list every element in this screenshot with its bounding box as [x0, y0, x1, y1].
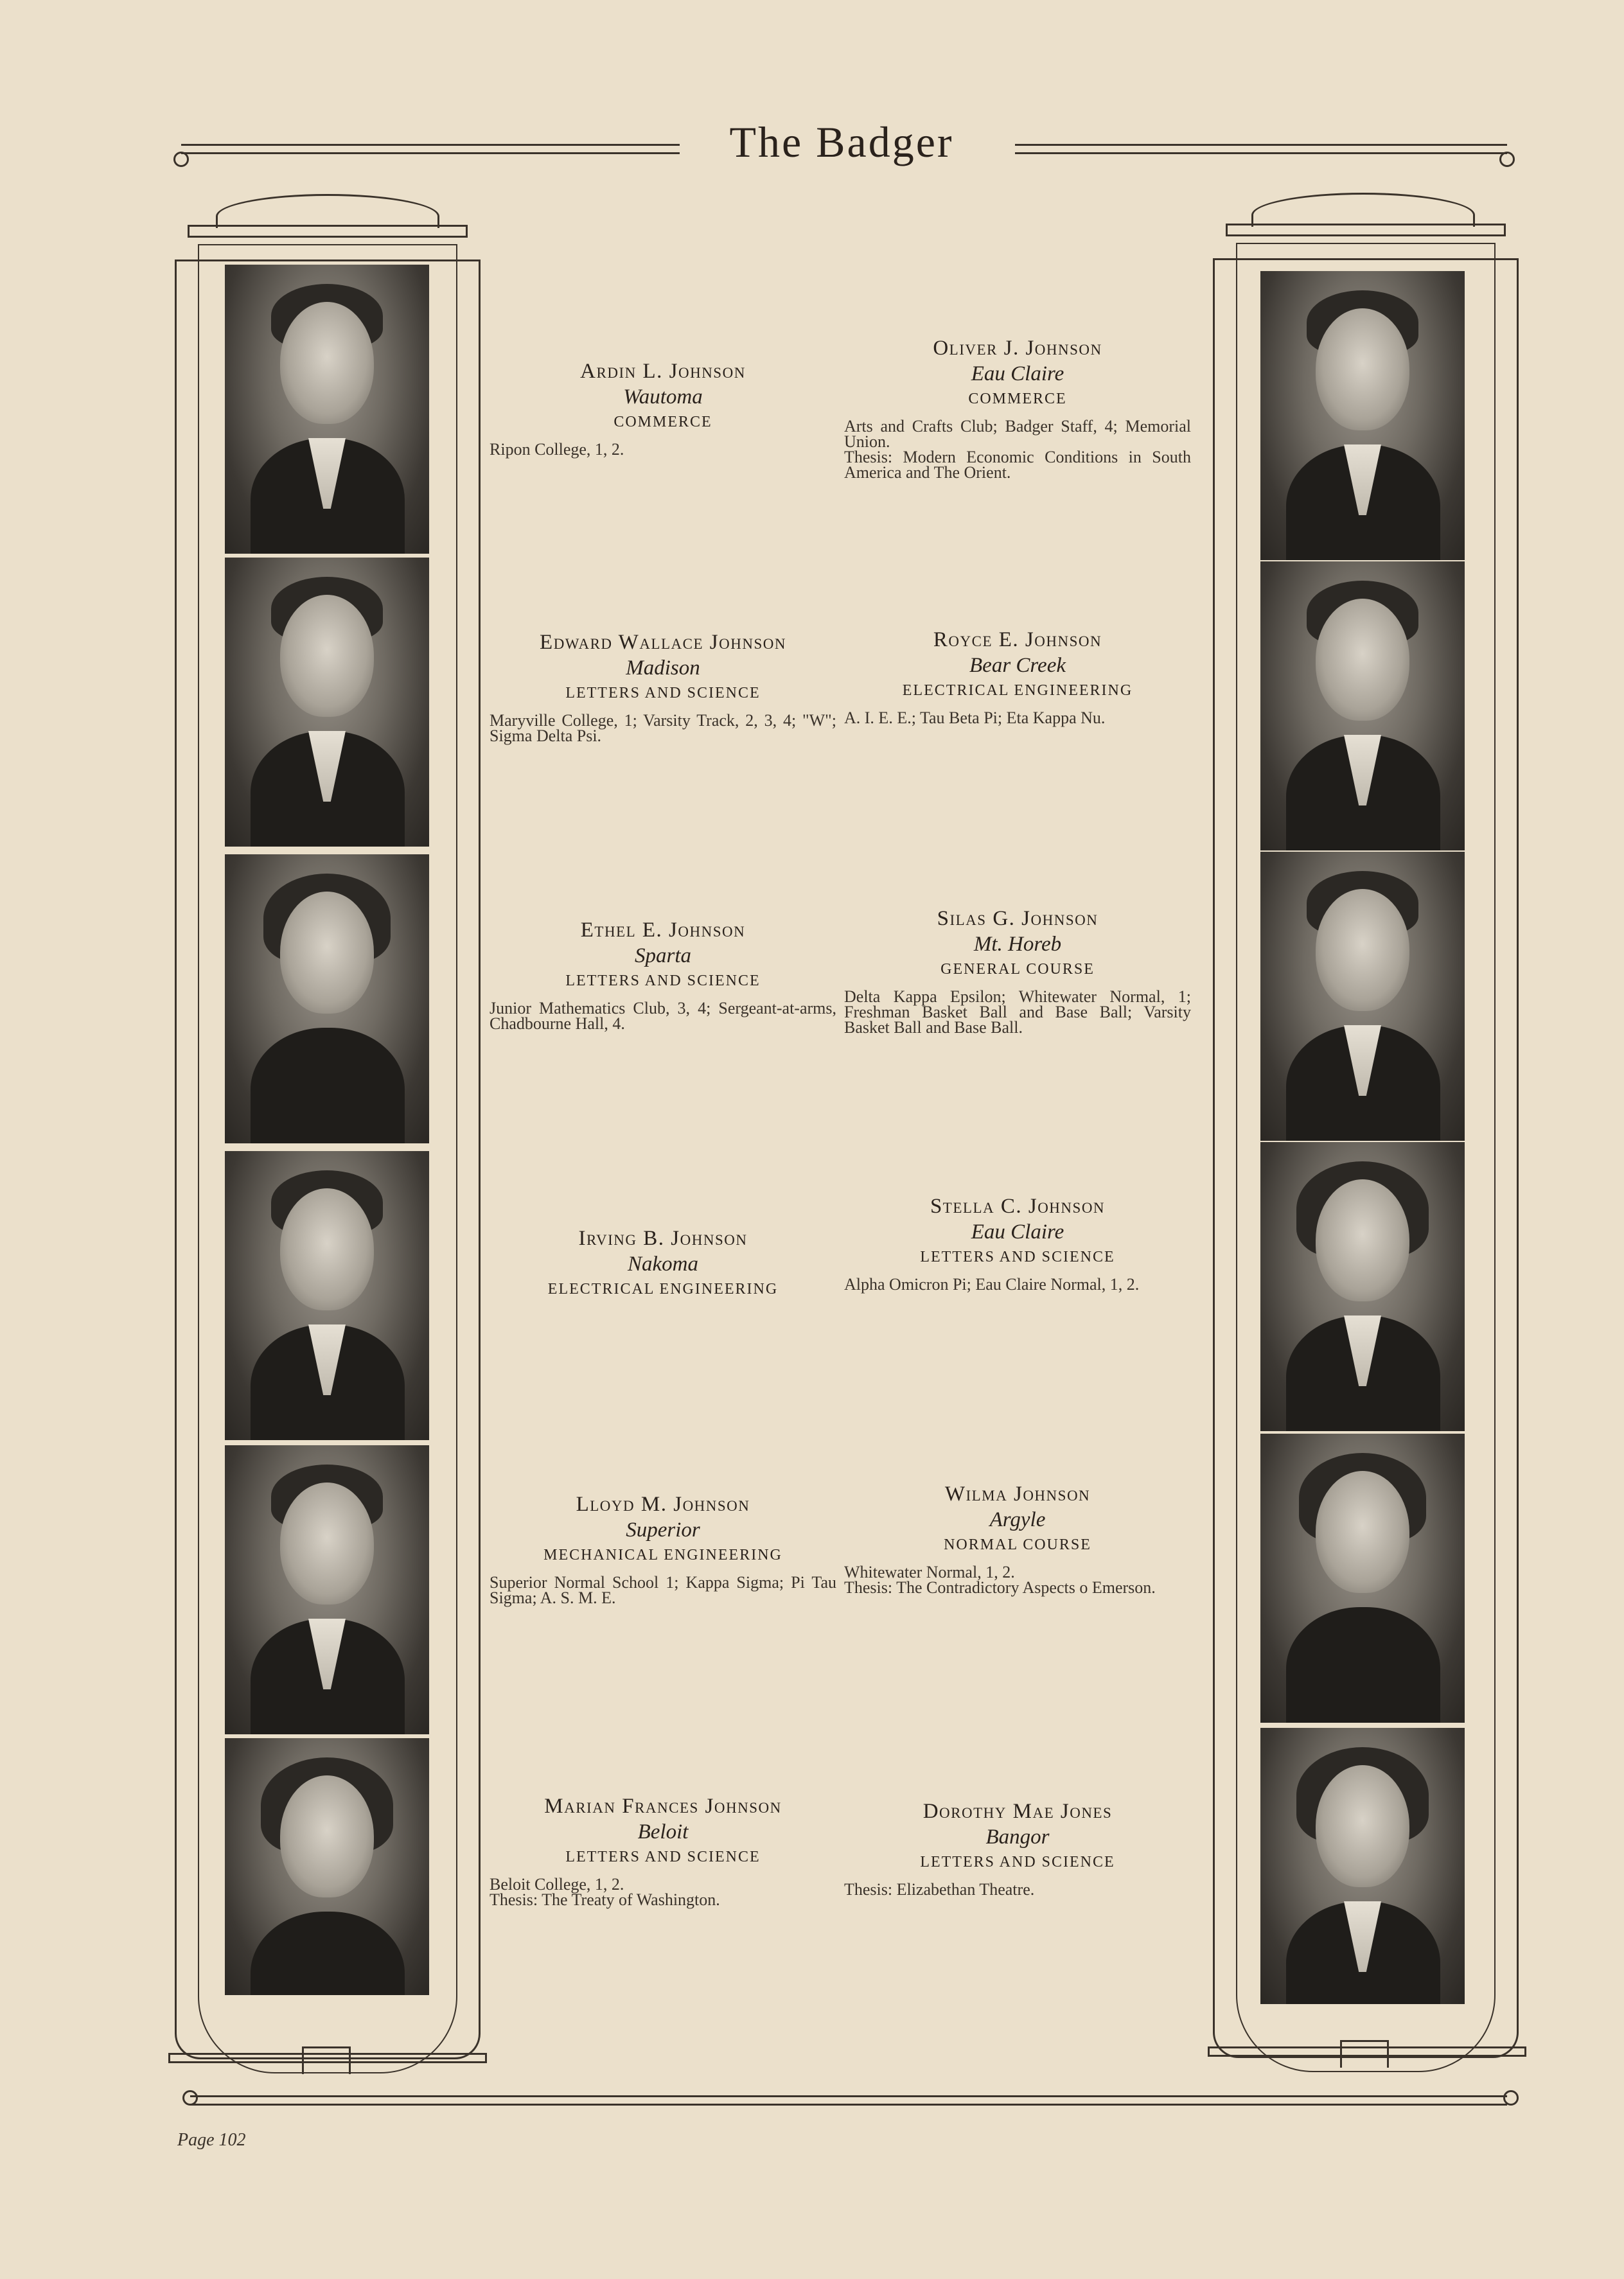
- student-course: LETTERS AND SCIENCE: [920, 1249, 1115, 1265]
- student-entry: [490, 1226, 836, 1309]
- portrait-photo: [1260, 561, 1465, 850]
- student-entry: [844, 906, 1191, 1035]
- student-course: NORMAL COURSE: [944, 1536, 1091, 1553]
- student-name: Ethel E. Johnson: [580, 919, 746, 942]
- portrait-photo: [225, 1445, 429, 1734]
- portrait-photo: [1260, 852, 1465, 1141]
- student-course: ELECTRICAL ENGINEERING: [547, 1281, 779, 1298]
- student-course: COMMERCE: [968, 391, 1067, 407]
- student-entry: [490, 358, 836, 457]
- student-activities: Maryville College, 1; Varsity Track, 2, 3, 4; "W"; Sigma Delta Psi.: [490, 711, 836, 745]
- student-entry: [844, 1193, 1191, 1292]
- student-name: Ardin L. Johnson: [580, 360, 746, 383]
- left-frame-cap: [188, 225, 468, 238]
- student-activities: Alpha Omicron Pi; Eau Claire Normal, 1, 2.: [844, 1275, 1140, 1294]
- page-title: The Badger: [729, 118, 954, 166]
- student-entry: [844, 627, 1191, 726]
- portrait-photo: [1260, 1728, 1465, 2004]
- student-course: ELECTRICAL ENGINEERING: [902, 682, 1133, 699]
- student-entry: [490, 629, 836, 744]
- student-course: COMMERCE: [613, 414, 712, 430]
- page-number: Page 102: [177, 2130, 246, 2150]
- portrait-photo: [225, 1738, 429, 1995]
- header-flourish-right: [1499, 152, 1515, 167]
- student-name: Wilma Johnson: [944, 1483, 1091, 1506]
- student-activities: A. I. E. E.; Tau Beta Pi; Eta Kappa Nu.: [844, 708, 1106, 727]
- student-activities: Thesis: Elizabethan Theatre.: [844, 1880, 1035, 1899]
- right-frame-cap: [1226, 224, 1506, 236]
- student-course: MECHANICAL ENGINEERING: [543, 1547, 782, 1563]
- student-name: Silas G. Johnson: [937, 907, 1099, 930]
- student-name: Lloyd M. Johnson: [576, 1493, 750, 1516]
- portrait-photo: [225, 1151, 429, 1440]
- student-hometown: Sparta: [634, 944, 691, 967]
- student-activities: Ripon College, 1, 2.: [490, 440, 624, 459]
- student-entry: [844, 1799, 1191, 1897]
- student-hometown: Mt. Horeb: [973, 933, 1062, 956]
- student-hometown: Superior: [626, 1518, 700, 1542]
- student-entry: [490, 917, 836, 1032]
- portrait-photo: [1260, 1434, 1465, 1723]
- student-hometown: Beloit: [637, 1820, 689, 1843]
- student-name: Marian Frances Johnson: [544, 1795, 782, 1818]
- left-frame-ornament: [302, 2046, 351, 2074]
- footer-rule: [190, 2095, 1507, 2106]
- student-activities: Junior Mathematics Club, 3, 4; Sergeant-at-arms, Chadbourne Hall, 4.: [490, 999, 836, 1033]
- right-frame-ornament: [1340, 2040, 1389, 2068]
- portrait-photo: [1260, 1142, 1465, 1431]
- student-activities: Superior Normal School 1; Kappa Sigma; Pi Tau Sigma; A. S. M. E.: [490, 1573, 836, 1607]
- student-activities: Beloit College, 1, 2. Thesis: The Treaty of Washington.: [490, 1875, 720, 1909]
- portrait-photo: [225, 854, 429, 1143]
- student-name: Oliver J. Johnson: [933, 337, 1102, 360]
- student-activities: Arts and Crafts Club; Badger Staff, 4; Memorial Union. Thesis: Modern Economic Conditions in South America and The Orient.: [844, 417, 1191, 482]
- header-rule-right: [1015, 144, 1507, 154]
- student-name: Stella C. Johnson: [930, 1195, 1106, 1218]
- student-course: LETTERS AND SCIENCE: [565, 685, 761, 701]
- student-course: LETTERS AND SCIENCE: [565, 972, 761, 989]
- student-entry: [844, 1481, 1191, 1596]
- student-course: LETTERS AND SCIENCE: [565, 1849, 761, 1865]
- student-course: LETTERS AND SCIENCE: [920, 1854, 1115, 1870]
- student-activities: Whitewater Normal, 1, 2. Thesis: The Contradictory Aspects o Emerson.: [844, 1563, 1156, 1597]
- student-hometown: Nakoma: [628, 1253, 698, 1276]
- portrait-photo: [225, 558, 429, 847]
- portrait-photo: [225, 265, 429, 554]
- student-hometown: Eau Claire: [971, 1220, 1064, 1244]
- student-hometown: Madison: [626, 656, 700, 680]
- student-name: Dorothy Mae Jones: [922, 1800, 1113, 1823]
- student-course: GENERAL COURSE: [940, 961, 1095, 978]
- student-hometown: Wautoma: [623, 385, 703, 409]
- student-entry: [490, 1491, 836, 1606]
- student-name: Irving B. Johnson: [578, 1227, 748, 1250]
- student-entry: [844, 335, 1191, 480]
- header-flourish-left: [173, 152, 189, 167]
- student-hometown: Bangor: [985, 1826, 1050, 1849]
- student-hometown: Bear Creek: [969, 654, 1066, 677]
- student-name: Royce E. Johnson: [933, 628, 1102, 651]
- portrait-photo: [1260, 271, 1465, 560]
- student-entry: [490, 1793, 836, 1908]
- student-hometown: Eau Claire: [971, 362, 1064, 385]
- footer-flourish-right: [1503, 2090, 1519, 2106]
- header-rule-left: [181, 144, 680, 154]
- left-frame-arch: [216, 194, 439, 228]
- student-hometown: Argyle: [989, 1508, 1046, 1531]
- footer-flourish-left: [182, 2090, 198, 2106]
- student-name: Edward Wallace Johnson: [540, 631, 786, 654]
- right-frame-arch: [1251, 193, 1475, 227]
- student-activities: Delta Kappa Epsilon; Whitewater Normal, 1; Freshman Basket Ball and Base Ball; Varsity Basket Ball and Base Ball.: [844, 987, 1191, 1037]
